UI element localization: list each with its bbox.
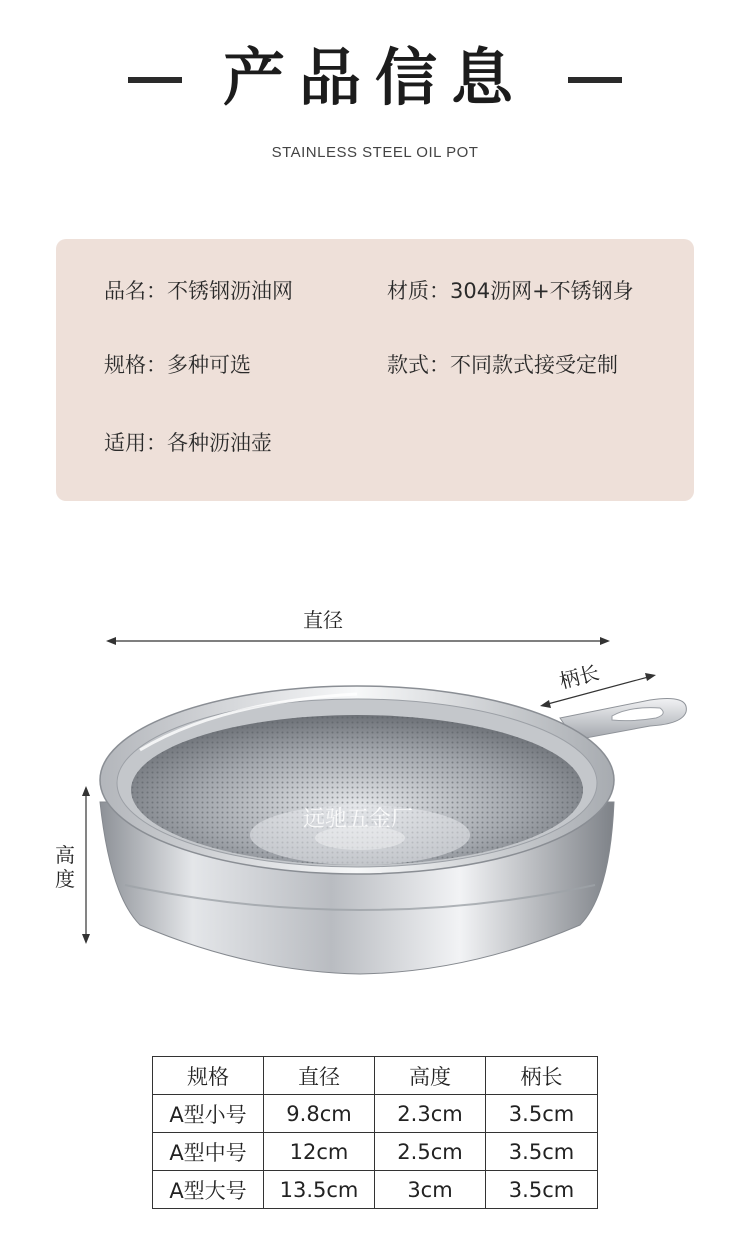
table-cell: 3.5cm	[486, 1095, 598, 1133]
table-row	[153, 1171, 598, 1209]
table-cell: 9.8cm	[264, 1095, 375, 1133]
height-label	[53, 843, 77, 891]
table-cell: 3.5cm	[486, 1133, 598, 1171]
info-usage-value: 各种沥油壶	[167, 431, 272, 455]
diameter-label: 直径	[303, 608, 343, 632]
info-style-value: 不同款式接受定制	[450, 353, 618, 377]
page-subtitle: STAINLESS STEEL OIL POT	[271, 144, 479, 161]
table-cell: A型大号	[153, 1171, 264, 1209]
info-name-value: 不锈钢沥油网	[167, 279, 293, 303]
table-cell: 3cm	[375, 1171, 486, 1209]
info-spec-value: 多种可选	[167, 353, 251, 377]
height-label-char-2: 度	[55, 867, 75, 891]
height-arrow	[82, 786, 90, 944]
info-style	[387, 349, 618, 379]
watermark-text: 远驰五金厂	[302, 807, 414, 832]
diameter-arrow	[106, 637, 610, 645]
info-material-value: 304沥网+不锈钢身	[450, 279, 634, 303]
height-label-char-1: 高	[55, 843, 75, 867]
product-info-card	[56, 239, 694, 501]
table-header-cell: 规格	[153, 1057, 264, 1095]
title-dash-right	[568, 77, 622, 83]
info-usage	[104, 427, 272, 457]
title-dash-left	[128, 77, 182, 83]
table-cell: A型小号	[153, 1095, 264, 1133]
table-row	[153, 1133, 598, 1171]
table-row	[153, 1095, 598, 1133]
spec-table	[152, 1056, 598, 1209]
info-spec	[104, 349, 251, 379]
info-spec-label: 规格：	[104, 353, 167, 377]
product-dimension-diagram	[0, 590, 750, 1010]
table-header-cell: 柄长	[486, 1057, 598, 1095]
page-title: 产品信息	[222, 41, 527, 114]
info-name	[104, 275, 293, 305]
info-name-label: 品名：	[104, 279, 167, 303]
info-material	[387, 275, 634, 305]
page-header	[0, 38, 750, 118]
table-header-cell: 高度	[375, 1057, 486, 1095]
table-cell: 13.5cm	[264, 1171, 375, 1209]
info-usage-label: 适用：	[104, 431, 167, 455]
table-header-cell: 直径	[264, 1057, 375, 1095]
table-cell: 2.3cm	[375, 1095, 486, 1133]
table-cell: 12cm	[264, 1133, 375, 1171]
info-style-label: 款式：	[387, 353, 450, 377]
table-cell: A型中号	[153, 1133, 264, 1171]
handle-length-label: 柄长	[556, 660, 602, 694]
strainer-illustration	[0, 590, 750, 1010]
table-header-row	[153, 1057, 598, 1095]
info-material-label: 材质：	[387, 279, 450, 303]
table-cell: 2.5cm	[375, 1133, 486, 1171]
table-cell: 3.5cm	[486, 1171, 598, 1209]
